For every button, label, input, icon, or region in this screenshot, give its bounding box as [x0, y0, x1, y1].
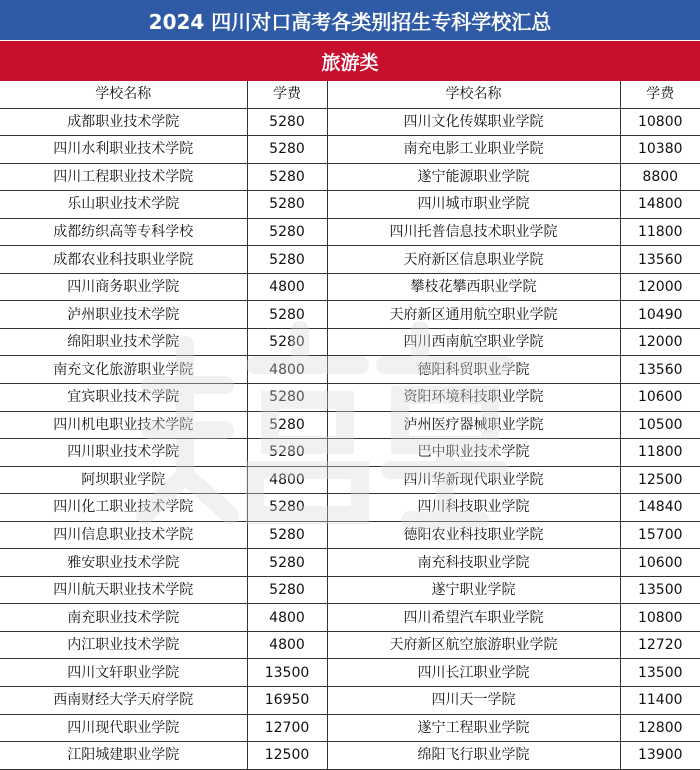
table-row	[0, 136, 700, 164]
school-name-left: 四川职业技术学院	[0, 439, 247, 467]
table-row	[0, 466, 700, 494]
tuition-left: 12700	[247, 714, 327, 742]
school-name-right: 遂宁工程职业学院	[327, 714, 620, 742]
table-row	[0, 411, 700, 439]
table-row	[0, 576, 700, 604]
tuition-left: 4800	[247, 604, 327, 632]
school-name-right: 南充科技职业学院	[327, 549, 620, 577]
tuition-right: 10380	[620, 136, 700, 164]
school-name-right: 天府新区信息职业学院	[327, 246, 620, 274]
column-header-school-right: 学校名称	[327, 81, 620, 108]
school-fee-table	[0, 81, 700, 770]
school-name-right: 天府新区通用航空职业学院	[327, 301, 620, 329]
tuition-right: 10800	[620, 604, 700, 632]
tuition-left: 16950	[247, 687, 327, 715]
tuition-left: 4800	[247, 356, 327, 384]
tuition-left: 5280	[247, 191, 327, 219]
school-name-left: 四川化工职业技术学院	[0, 494, 247, 522]
tuition-right: 14800	[620, 191, 700, 219]
school-name-right: 四川西南航空职业学院	[327, 328, 620, 356]
tuition-right: 10600	[620, 384, 700, 412]
tuition-left: 5280	[247, 218, 327, 246]
school-name-right: 攀枝花攀西职业学院	[327, 273, 620, 301]
school-name-right: 德阳科贸职业学院	[327, 356, 620, 384]
school-name-left: 内江职业技术学院	[0, 631, 247, 659]
school-name-right: 资阳环境科技职业学院	[327, 384, 620, 412]
tuition-right: 10600	[620, 549, 700, 577]
table-row	[0, 439, 700, 467]
school-name-right: 四川华新现代职业学院	[327, 466, 620, 494]
school-name-left: 四川文轩职业学院	[0, 659, 247, 687]
table-row	[0, 301, 700, 329]
tuition-right: 14840	[620, 494, 700, 522]
tuition-right: 12720	[620, 631, 700, 659]
tuition-left: 5280	[247, 246, 327, 274]
table-row	[0, 108, 700, 136]
tuition-left: 4800	[247, 273, 327, 301]
school-name-right: 四川长江职业学院	[327, 659, 620, 687]
tuition-right: 11800	[620, 439, 700, 467]
school-name-left: 四川机电职业技术学院	[0, 411, 247, 439]
tuition-left: 5280	[247, 163, 327, 191]
tuition-left: 5280	[247, 521, 327, 549]
tuition-left: 12500	[247, 742, 327, 770]
school-name-left: 宜宾职业技术学院	[0, 384, 247, 412]
tuition-right: 15700	[620, 521, 700, 549]
table-row	[0, 494, 700, 522]
table-row	[0, 742, 700, 770]
tuition-left: 5280	[247, 494, 327, 522]
table-row	[0, 604, 700, 632]
school-name-left: 南充职业技术学院	[0, 604, 247, 632]
tuition-left: 5280	[247, 328, 327, 356]
tuition-left: 5280	[247, 301, 327, 329]
school-name-left: 四川现代职业学院	[0, 714, 247, 742]
school-name-right: 四川城市职业学院	[327, 191, 620, 219]
tuition-right: 11800	[620, 218, 700, 246]
table-row	[0, 273, 700, 301]
school-name-right: 四川托普信息技术职业学院	[327, 218, 620, 246]
tuition-left: 5280	[247, 384, 327, 412]
tuition-right: 13560	[620, 246, 700, 274]
school-name-right: 南充电影工业职业学院	[327, 136, 620, 164]
school-name-left: 乐山职业技术学院	[0, 191, 247, 219]
school-name-right: 天府新区航空旅游职业学院	[327, 631, 620, 659]
tuition-right: 8800	[620, 163, 700, 191]
school-name-left: 四川工程职业技术学院	[0, 163, 247, 191]
tuition-right: 13500	[620, 576, 700, 604]
tuition-left: 4800	[247, 631, 327, 659]
tuition-right: 10800	[620, 108, 700, 136]
table-body	[0, 108, 700, 769]
tuition-left: 5280	[247, 549, 327, 577]
table-row	[0, 218, 700, 246]
school-name-left: 成都农业科技职业学院	[0, 246, 247, 274]
school-name-right: 四川希望汽车职业学院	[327, 604, 620, 632]
school-name-right: 绵阳飞行职业学院	[327, 742, 620, 770]
tuition-right: 10500	[620, 411, 700, 439]
table-header-row	[0, 81, 700, 108]
school-name-right: 泸州医疗器械职业学院	[327, 411, 620, 439]
table-row	[0, 246, 700, 274]
school-name-right: 四川科技职业学院	[327, 494, 620, 522]
school-name-right: 巴中职业技术学院	[327, 439, 620, 467]
school-name-left: 四川水利职业技术学院	[0, 136, 247, 164]
column-header-fee-left: 学费	[247, 81, 327, 108]
page-title: 2024 四川对口高考各类别招生专科学校汇总	[0, 0, 700, 40]
tuition-left: 4800	[247, 466, 327, 494]
tuition-right: 12000	[620, 273, 700, 301]
school-name-right: 四川天一学院	[327, 687, 620, 715]
tuition-right: 12800	[620, 714, 700, 742]
column-header-school-left: 学校名称	[0, 81, 247, 108]
school-name-left: 绵阳职业技术学院	[0, 328, 247, 356]
tuition-right: 11400	[620, 687, 700, 715]
tuition-right: 12500	[620, 466, 700, 494]
school-name-left: 成都纺织高等专科学校	[0, 218, 247, 246]
school-name-left: 成都职业技术学院	[0, 108, 247, 136]
tuition-right: 13900	[620, 742, 700, 770]
tuition-right: 13560	[620, 356, 700, 384]
school-name-left: 四川商务职业学院	[0, 273, 247, 301]
table-row	[0, 191, 700, 219]
table-row	[0, 687, 700, 715]
school-name-right: 遂宁能源职业学院	[327, 163, 620, 191]
table-row	[0, 549, 700, 577]
tuition-left: 13500	[247, 659, 327, 687]
school-name-right: 四川文化传媒职业学院	[327, 108, 620, 136]
school-name-left: 南充文化旅游职业学院	[0, 356, 247, 384]
school-name-right: 遂宁职业学院	[327, 576, 620, 604]
table-row	[0, 659, 700, 687]
category-heading: 旅游类	[0, 40, 700, 81]
tuition-right: 10490	[620, 301, 700, 329]
tuition-left: 5280	[247, 108, 327, 136]
tuition-left: 5280	[247, 439, 327, 467]
school-name-right: 德阳农业科技职业学院	[327, 521, 620, 549]
school-name-left: 四川航天职业技术学院	[0, 576, 247, 604]
school-name-left: 江阳城建职业学院	[0, 742, 247, 770]
table-row	[0, 714, 700, 742]
tuition-left: 5280	[247, 411, 327, 439]
tuition-right: 13500	[620, 659, 700, 687]
tuition-left: 5280	[247, 136, 327, 164]
table-row	[0, 356, 700, 384]
school-name-left: 阿坝职业学院	[0, 466, 247, 494]
school-name-left: 西南财经大学天府学院	[0, 687, 247, 715]
table-row	[0, 631, 700, 659]
school-name-left: 雅安职业技术学院	[0, 549, 247, 577]
school-name-left: 四川信息职业技术学院	[0, 521, 247, 549]
table-row	[0, 384, 700, 412]
tuition-right: 12000	[620, 328, 700, 356]
table-row	[0, 521, 700, 549]
school-name-left: 泸州职业技术学院	[0, 301, 247, 329]
tuition-left: 5280	[247, 576, 327, 604]
table-row	[0, 163, 700, 191]
table-row	[0, 328, 700, 356]
column-header-fee-right: 学费	[620, 81, 700, 108]
